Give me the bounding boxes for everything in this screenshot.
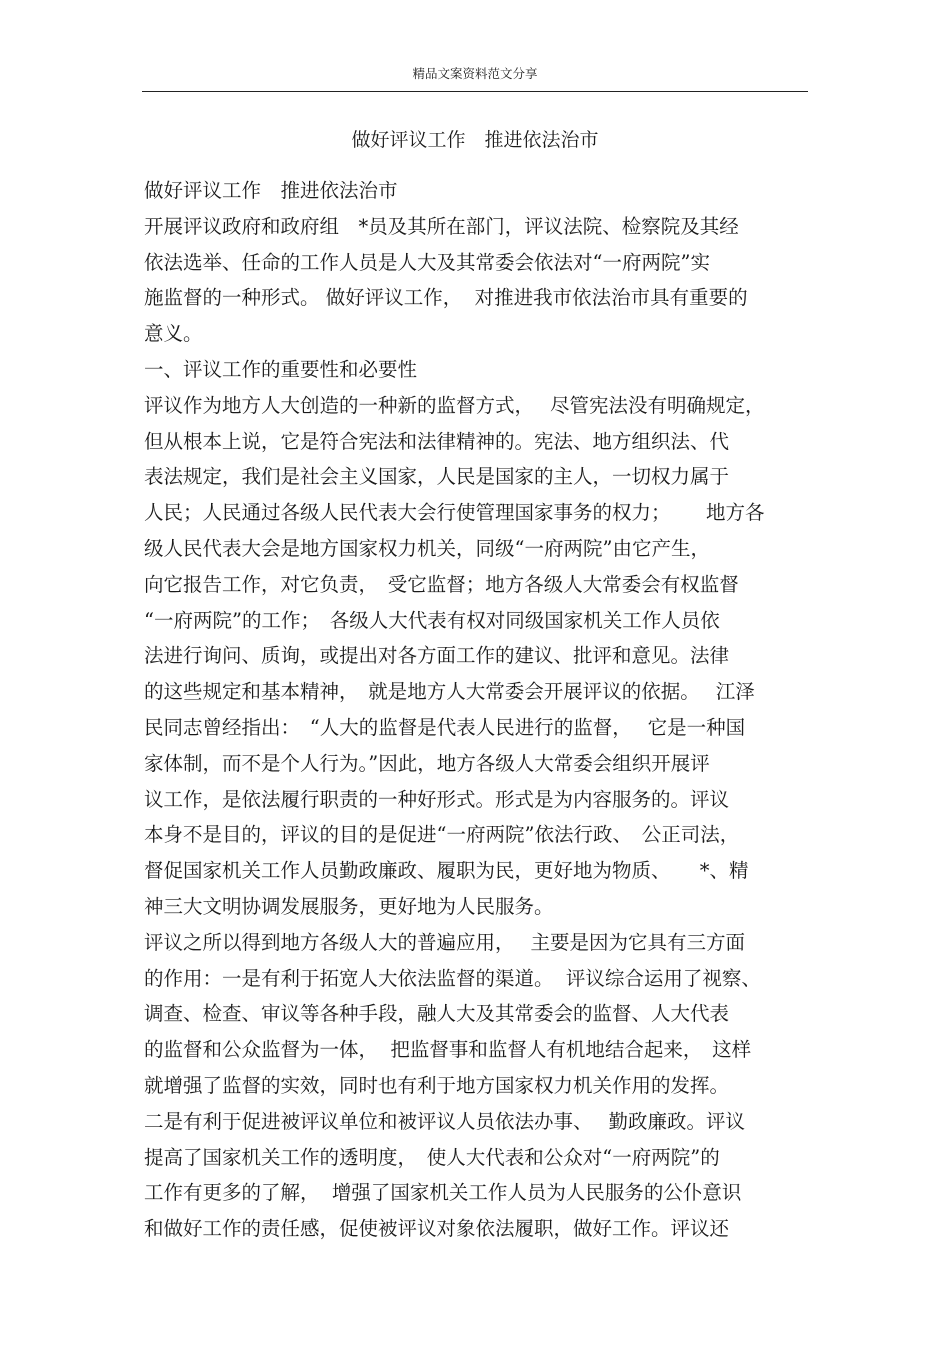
text-line: 级人民代表大会是地方国家权力机关，同级“一府两院”由它产生， <box>144 536 710 560</box>
text-line: 依法选举、任命的工作人员是人大及其常委会依法对“一府两院”实 <box>144 250 710 274</box>
text-line: 开展评议政府和政府组 *员及其所在部门，评议法院、检察院及其经 <box>144 214 739 238</box>
text-line: 的作用：一是有利于拓宽人大依法监督的渠道。 评议综合运用了视察、 <box>144 966 761 990</box>
text-line: 施监督的一种形式。 做好评议工作， 对推进我市依法治市具有重要的 <box>144 286 748 310</box>
header-divider <box>142 91 808 92</box>
text-line: 就增强了监督的实效，同时也有利于地方国家权力机关作用的发挥。 <box>144 1073 730 1097</box>
text-line: 提高了国家机关工作的透明度， 使人大代表和公众对“一府两院”的 <box>144 1145 720 1169</box>
text-line: 表法规定，我们是社会主义国家，人民是国家的主人，一切权力属于 <box>144 465 730 489</box>
text-line: 人民；人民通过各级人民代表大会行使管理国家事务的权力； 地方各 <box>144 501 765 525</box>
text-line: 工作有更多的了解， 增强了国家机关工作人员为人民服务的公仆意识 <box>144 1181 742 1205</box>
text-line: 民同志曾经指出： “人大的监督是代表人民进行的监督， 它是一种国 <box>144 715 746 739</box>
text-line: 神三大文明协调发展服务，更好地为人民服务。 <box>144 894 554 918</box>
text-line: 评议之所以得到地方各级人大的普遍应用， 主要是因为它具有三方面 <box>144 930 745 954</box>
text-line: 法进行询问、质询，或提出对各方面工作的建议、批评和意见。法律 <box>144 644 730 668</box>
text-line: 督促国家机关工作人员勤政廉政、履职为民，更好地为物质、 *、精 <box>144 859 749 883</box>
text-line: 做好评议工作 推进依法治市 <box>144 179 398 202</box>
document-body <box>144 173 810 1247</box>
text-line: 调查、检查、审议等各种手段，融人大及其常委会的监督、人大代表 <box>144 1002 730 1026</box>
text-line: 的监督和公众监督为一体， 把监督事和监督人有机地结合起来， 这样 <box>144 1038 752 1062</box>
text-line: 家体制，而不是个人行为。”因此，地方各级人大常委会组织开展评 <box>144 751 710 775</box>
text-line: 意义。 <box>144 322 203 346</box>
text-line: 二是有利于促进被评议单位和被评议人员依法办事、 勤政廉政。评议 <box>144 1109 745 1133</box>
text-line: 评议作为地方人大创造的一种新的监督方式， 尽管宪法没有明确规定， <box>144 393 765 417</box>
text-line: 议工作，是依法履行职责的一种好形式。形式是为内容服务的。评议 <box>144 787 730 811</box>
section-heading: 一、评议工作的重要性和必要性 <box>144 357 418 381</box>
header-text: 精品文案资料范文分享 <box>412 66 538 81</box>
text-line: 本身不是目的，评议的目的是促进“一府两院”依法行政、 公正司法， <box>144 823 740 847</box>
text-line: 向它报告工作，对它负责， 受它监督；地方各级人大常委会有权监督 <box>144 572 739 596</box>
text-line: 的这些规定和基本精神， 就是地方人大常委会开展评议的依据。 江泽 <box>144 680 755 704</box>
document-title: 做好评议工作 推进依法治市 <box>351 129 599 151</box>
text-line: 但从根本上说，它是符合宪法和法律精神的。宪法、地方组织法、代 <box>144 429 730 453</box>
text-line: “一府两院”的工作； 各级人大代表有权对同级国家机关工作人员依 <box>144 608 720 632</box>
text-line: 和做好工作的责任感，促使被评议对象依法履职，做好工作。评议还 <box>144 1217 730 1241</box>
